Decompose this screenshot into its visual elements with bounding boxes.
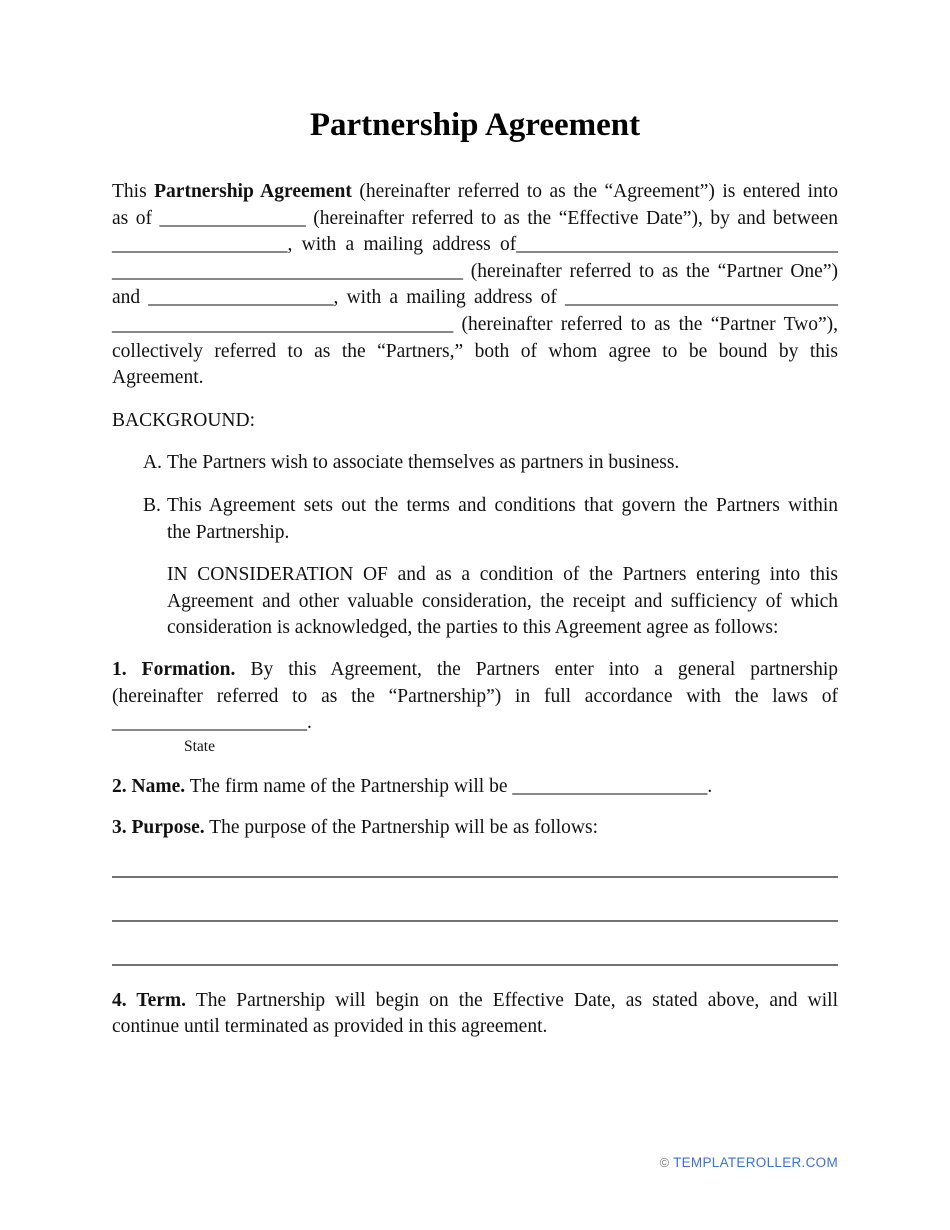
intro-line-7: collectively referred to as the “Partners,” both of whom agree to be bound by this <box>112 340 838 362</box>
intro-line-1-bold: Partnership Agreement <box>154 181 352 202</box>
background-item-b <box>112 493 838 546</box>
consideration-paragraph <box>167 562 838 642</box>
term-heading: 4. Term. <box>112 989 187 1011</box>
purpose-fill-in-lines <box>112 842 838 966</box>
background-item-a-text: The Partners wish to associate themselves as partners in business. <box>167 452 680 474</box>
footer <box>660 1155 838 1171</box>
background-item-b-line-2: the Partnership. <box>167 521 290 543</box>
formation-blank-line: ____________________. <box>112 712 312 734</box>
purpose-ruled-line-3 <box>112 922 838 966</box>
intro-line-6: ___________________________________ (hereinafter referred to as the “Partner Two”), <box>112 313 838 335</box>
formation-heading: 1. Formation. <box>112 658 236 680</box>
footer-site-link[interactable]: TEMPLATEROLLER.COM <box>673 1155 838 1170</box>
state-field-label: State <box>184 737 215 755</box>
document-title: Partnership Agreement <box>309 107 641 143</box>
consideration-line-1: IN CONSIDERATION OF and as a condition of the Partners entering into this <box>167 564 838 586</box>
intro-line-1-post: (hereinafter referred to as the “Agreement”) is entered into <box>359 181 839 202</box>
background-item-b-line-1: This Agreement sets out the terms and conditions that govern the Partners within <box>167 494 838 516</box>
copyright-icon: © <box>659 1156 670 1170</box>
formation-line-1-rest: By this Agreement, the Partners enter into a general partnership <box>250 658 839 680</box>
intro-line-2: as of _______________ (hereinafter referred to as the “Effective Date”), by and between <box>112 207 838 229</box>
background-item-b-marker: B. <box>143 494 161 516</box>
section-purpose <box>112 815 838 842</box>
intro-line-1-pre: This <box>112 181 147 202</box>
intro-line-8: Agreement. <box>112 367 204 389</box>
section-name <box>112 774 838 801</box>
purpose-heading: 3. Purpose. <box>112 817 205 839</box>
formation-line-1 <box>112 657 838 684</box>
consideration-line-3: consideration is acknowledged, the parties to this Agreement agree as follows: <box>167 617 779 639</box>
purpose-ruled-line-2 <box>112 878 838 922</box>
consideration-line-2: Agreement and other valuable consideration, the receipt and sufficiency of which <box>167 590 838 612</box>
intro-line-1 <box>112 179 838 206</box>
intro-paragraph <box>112 179 838 392</box>
name-body: The firm name of the Partnership will be ____________________. <box>189 775 713 797</box>
term-line-1-rest: The Partnership will begin on the Effective Date, as stated above, and will <box>195 989 838 1011</box>
intro-line-4: ____________________________________ (hereinafter referred to as the “Partner One”) <box>112 260 838 282</box>
term-line-1 <box>112 988 838 1015</box>
intro-line-5: and ___________________, with a mailing address of ____________________________ <box>112 287 838 309</box>
formation-line-2: (hereinafter referred to as the “Partnership”) in full accordance with the laws of <box>112 685 838 707</box>
document-content <box>112 0 838 1041</box>
term-line-2: continue until terminated as provided in this agreement. <box>112 1016 548 1038</box>
section-formation <box>112 657 838 755</box>
background-item-a <box>112 450 838 477</box>
intro-line-3: __________________, with a mailing address of_________________________________ <box>112 234 838 256</box>
purpose-body: The purpose of the Partnership will be as follows: <box>209 817 598 839</box>
background-heading: BACKGROUND: <box>112 409 256 431</box>
purpose-ruled-line-1 <box>112 842 838 878</box>
name-heading: 2. Name. <box>112 775 186 797</box>
background-item-a-marker: A. <box>143 452 162 474</box>
section-term <box>112 988 838 1041</box>
